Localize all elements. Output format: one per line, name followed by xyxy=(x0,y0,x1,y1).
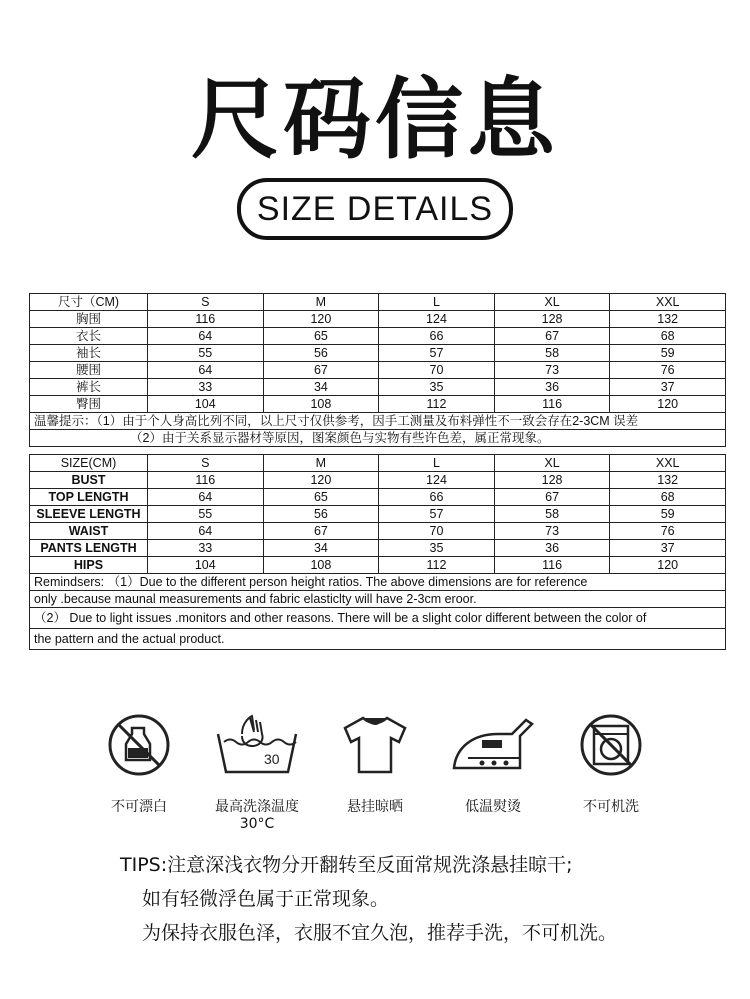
row-label: 臀围 xyxy=(30,396,148,413)
table-cell: 76 xyxy=(610,523,726,540)
table-cell: 64 xyxy=(148,362,264,379)
table-cell: 73 xyxy=(494,362,610,379)
row-label: HIPS xyxy=(30,557,148,574)
page-title: 尺码信息 xyxy=(190,68,559,171)
table-cell: 104 xyxy=(148,396,264,413)
table-cell: 58 xyxy=(494,506,610,523)
table-cell: 70 xyxy=(379,523,495,540)
column-header: M xyxy=(263,294,379,311)
table-cell: 59 xyxy=(610,345,726,362)
table-cell: 37 xyxy=(610,379,726,396)
table-cell: 104 xyxy=(148,557,264,574)
table-cell: 76 xyxy=(610,362,726,379)
size-table-en xyxy=(29,454,726,650)
table-header-row xyxy=(30,455,726,472)
table-cell: 70 xyxy=(379,362,495,379)
column-header: XL xyxy=(494,455,610,472)
subtitle-wrap xyxy=(0,178,750,240)
row-label: TOP LENGTH xyxy=(30,489,148,506)
table-cell: 55 xyxy=(148,345,264,362)
table-cell: 56 xyxy=(263,506,379,523)
row-label: 袖长 xyxy=(30,345,148,362)
subtitle-badge: SIZE DETAILS xyxy=(237,178,513,240)
table-cell: 35 xyxy=(379,379,495,396)
table-cell: 65 xyxy=(263,328,379,345)
row-label: 裤长 xyxy=(30,379,148,396)
table-cell: 108 xyxy=(263,396,379,413)
size-table-cn xyxy=(29,293,726,447)
table-cell: 124 xyxy=(379,311,495,328)
table-cell: 64 xyxy=(148,489,264,506)
reminder-note: only .because maunal measurements and fabric elasticlty will have 2-3cm eroor. xyxy=(30,591,726,608)
table-row xyxy=(30,472,726,489)
care-item xyxy=(80,712,198,832)
care-item xyxy=(434,712,552,832)
table-cell: 116 xyxy=(494,396,610,413)
care-item xyxy=(552,712,670,832)
care-label: 最高洗涤温度30°C xyxy=(215,799,299,832)
care-item xyxy=(316,712,434,832)
table-cell: 57 xyxy=(379,506,495,523)
table-row xyxy=(30,311,726,328)
table-row xyxy=(30,506,726,523)
table-cell: 66 xyxy=(379,328,495,345)
row-label: 胸围 xyxy=(30,311,148,328)
table-cell: 64 xyxy=(148,328,264,345)
row-label: BUST xyxy=(30,472,148,489)
note-row xyxy=(30,608,726,629)
temperature-30-label: 30 xyxy=(264,751,280,767)
table-cell: 68 xyxy=(610,489,726,506)
table-cell: 58 xyxy=(494,345,610,362)
reminder-note: （2）由于关系显示器材等原因，图案颜色与实物有些许色差，属正常现象。 xyxy=(30,430,726,447)
table-cell: 128 xyxy=(494,472,610,489)
table-cell: 57 xyxy=(379,345,495,362)
table-cell: 67 xyxy=(263,362,379,379)
care-label: 不可漂白 xyxy=(111,799,167,815)
table-cell: 132 xyxy=(610,472,726,489)
row-label: SLEEVE LENGTH xyxy=(30,506,148,523)
no-bleach-icon xyxy=(106,712,172,778)
table-cell: 68 xyxy=(610,328,726,345)
table-cell: 34 xyxy=(263,540,379,557)
reminder-note: the pattern and the actual product. xyxy=(30,629,726,650)
row-label: 衣长 xyxy=(30,328,148,345)
table-row xyxy=(30,489,726,506)
column-header: L xyxy=(379,294,495,311)
table-cell: 120 xyxy=(610,396,726,413)
table-cell: 116 xyxy=(148,472,264,489)
table-cell: 124 xyxy=(379,472,495,489)
table-cell: 36 xyxy=(494,540,610,557)
table-cell: 55 xyxy=(148,506,264,523)
care-label: 悬挂晾晒 xyxy=(347,799,403,815)
table-cell: 73 xyxy=(494,523,610,540)
column-header: S xyxy=(148,294,264,311)
tips-line-1: TIPS:注意深浅衣物分开翻转至反面常规洗涤悬挂晾干; xyxy=(120,854,573,876)
table-cell: 59 xyxy=(610,506,726,523)
table-cell: 120 xyxy=(263,311,379,328)
care-label: 不可机洗 xyxy=(583,799,639,815)
table-cell: 67 xyxy=(494,489,610,506)
note-row xyxy=(30,629,726,650)
note-row xyxy=(30,413,726,430)
table-cell: 67 xyxy=(263,523,379,540)
table-cell: 37 xyxy=(610,540,726,557)
table-cell: 112 xyxy=(379,557,495,574)
table-cell: 67 xyxy=(494,328,610,345)
care-label: 低温熨烫 xyxy=(465,799,521,815)
table-row xyxy=(30,523,726,540)
tips-line-2: 如有轻微浮色属于正常现象。 xyxy=(142,888,390,910)
table-row xyxy=(30,345,726,362)
table-cell: 120 xyxy=(610,557,726,574)
table-cell: 66 xyxy=(379,489,495,506)
table-row xyxy=(30,396,726,413)
tips-line-3: 为保持衣服色泽，衣服不宜久泡，推荐手洗，不可机洗。 xyxy=(142,922,618,944)
table-cell: 128 xyxy=(494,311,610,328)
table-cell: 33 xyxy=(148,379,264,396)
row-label: PANTS LENGTH xyxy=(30,540,148,557)
table-row xyxy=(30,362,726,379)
column-header: S xyxy=(148,455,264,472)
care-instructions xyxy=(80,712,670,832)
table-cell: 116 xyxy=(494,557,610,574)
note-row xyxy=(30,574,726,591)
table-cell: 64 xyxy=(148,523,264,540)
table-cell: 112 xyxy=(379,396,495,413)
care-item xyxy=(198,712,316,832)
column-header: XXL xyxy=(610,294,726,311)
row-label: WAIST xyxy=(30,523,148,540)
column-header: M xyxy=(263,455,379,472)
table-cell: 65 xyxy=(263,489,379,506)
table-cell: 34 xyxy=(263,379,379,396)
tips-block xyxy=(120,848,617,950)
note-row xyxy=(30,430,726,447)
reminder-note: Remindsers: （1）Due to the different person height ratios. The above dimensions are for reference xyxy=(30,574,726,591)
hang-dry-icon xyxy=(339,712,411,778)
column-header: L xyxy=(379,455,495,472)
column-header: 尺寸（CM) xyxy=(30,294,148,311)
table-row xyxy=(30,328,726,345)
column-header: SIZE(CM) xyxy=(30,455,148,472)
table-cell: 120 xyxy=(263,472,379,489)
size-table-en-body xyxy=(30,455,726,650)
table-row xyxy=(30,540,726,557)
table-cell: 116 xyxy=(148,311,264,328)
size-table-cn-body xyxy=(30,294,726,447)
table-cell: 56 xyxy=(263,345,379,362)
row-label: 腰围 xyxy=(30,362,148,379)
hand-wash-30-icon xyxy=(212,712,302,778)
table-cell: 132 xyxy=(610,311,726,328)
table-cell: 36 xyxy=(494,379,610,396)
column-header: XXL xyxy=(610,455,726,472)
no-machine-wash-icon xyxy=(578,712,644,778)
table-row xyxy=(30,557,726,574)
low-iron-icon xyxy=(448,712,538,778)
note-row xyxy=(30,591,726,608)
table-cell: 108 xyxy=(263,557,379,574)
reminder-note: （2） Due to light issues .monitors and other reasons. There will be a slight color different between the color of xyxy=(30,608,726,629)
reminder-note: 温馨提示：（1）由于个人身高比列不同，以上尺寸仅供参考，因手工测量及布料弹性不一致会存在2-3CM 误差 xyxy=(30,413,726,430)
table-cell: 33 xyxy=(148,540,264,557)
table-header-row xyxy=(30,294,726,311)
column-header: XL xyxy=(494,294,610,311)
table-cell: 35 xyxy=(379,540,495,557)
table-row xyxy=(30,379,726,396)
